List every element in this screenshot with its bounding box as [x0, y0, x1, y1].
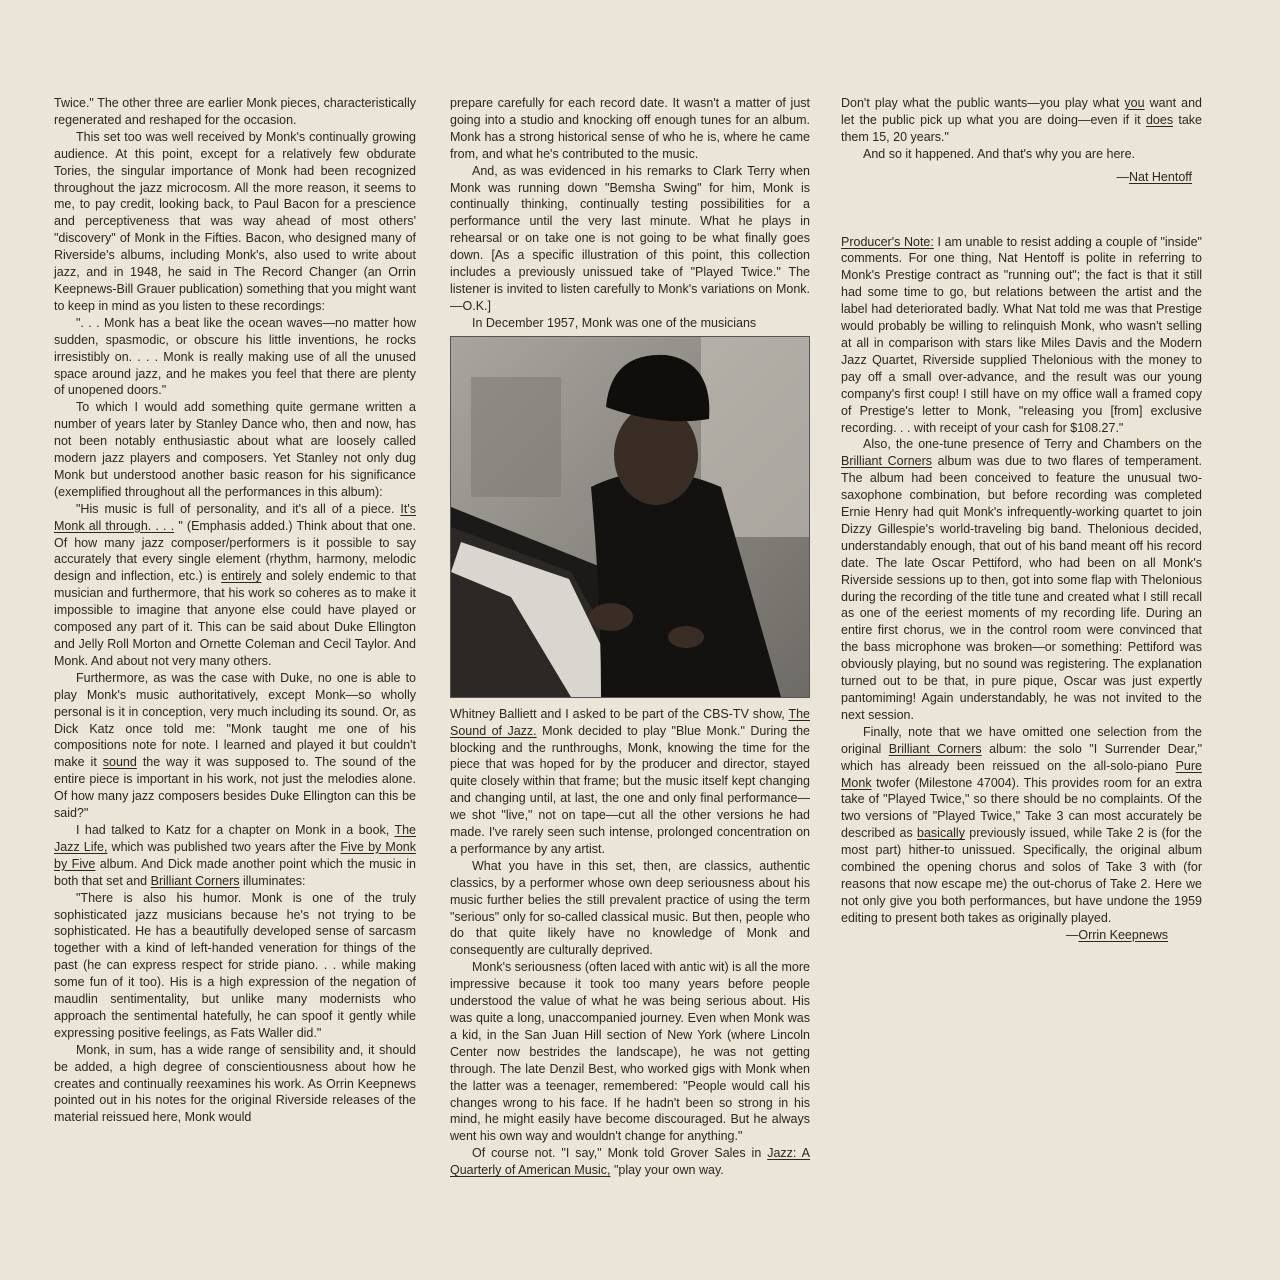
album-title: Brilliant Corners	[150, 873, 240, 888]
album-title: Brilliant Corners	[888, 741, 982, 756]
paragraph: Whitney Balliett and I asked to be part of the CBS-TV show, The Sound of Jazz. Monk decided to play "Blue Monk." During the blocking and the runthroughs, Monk, knowing the time for the piece that was hoped for by the producer and director, stayed quite closely within that frame; but the music itself kept changing and changing until, at last, the one and only final performance—we shot "live," not on tape—cut all the other versions he had made. I've rarely seen such intense, prolonged concentration on a performance by any artist.	[450, 706, 810, 856]
column-left	[54, 95, 416, 1126]
producers-note-heading: Producer's Note:	[841, 234, 934, 249]
paragraph: prepare carefully for each record date. It wasn't a matter of just going into a studio and knocking off enough tunes for an album. Monk has a strong historical sense of who he is, where he came from, and what he's contributed to the music.	[450, 96, 810, 161]
paragraph: Monk's seriousness (often laced with antic wit) is all the more impressive because it took too many years before people understood the value of what he was being serious about. His was quite a long, unaccompanied journey. Even when Monk was a kid, in the San Juan Hill section of New York (where Lincoln Center now bestrides the landscape), he was not getting through. The late Denzil Best, who worked gigs with Monk when the latter was a teenager, remembered: "People would call his changes wrong to his face. If he hadn't been so strong in his mind, he might easily have become discouraged. But he always went his own way and wouldn't change for anything."	[450, 960, 810, 1144]
underlined-word: you	[1124, 96, 1145, 110]
section-gap	[841, 186, 1202, 234]
underlined-word: entirely	[221, 569, 262, 584]
producers-note: Producer's Note: I am unable to resist adding a couple of "inside" comments. For one thing, Nat Hentoff is polite in referring to Monk's Prestige contract as "running out"; the fact is that it still had some time to go, but relations between the artist and the label had deteriorated badly. What Nat told me was that Prestige would probably be willing to relinquish Monk, who wasn't selling at all in comparison with stars like Miles Davis and the Modern Jazz Quartet, Riverside supplied Thelonious with the money to pay off a small over-advance, and the result was our young company's first coup! I still have on my office wall a framed copy of Prestige's letter to Monk, "releasing you [from] exclusive recording. . . with receipt of your cash for $108.27."	[841, 234, 1202, 435]
paragraph: Twice." The other three are earlier Monk pieces, characteristically regenerated and reshaped for the occasion.	[54, 96, 416, 127]
paragraph: This set too was well received by Monk's continually growing audience. At this point, except for a relatively few obdurate Tories, the singular importance of Monk had been recognized throughout the jazz microcosm. All the more reason, it seems to me, to pay credit, looking back, to Paul Bacon for a prescience and perceptiveness that was way ahead of most others' "discovery" of Monk in the Fifties. Bacon, who designed many of Riverside's albums, including Monk's, also used to write about jazz, and in 1948, he said in The Record Changer (an Orrin Keepnews-Bill Grauer publication) something that you might want to keep in mind as you listen to these recordings:	[54, 129, 416, 313]
magazine-title: Jazz: A Quarterly of American Music,	[450, 1146, 810, 1178]
quote-paragraph: ". . . Monk has a beat like the ocean waves—no matter how sudden, spasmodic, or obscure his little inventions, he rocks irresistibly on. . . . Monk is really making use of all the unused space around jazz, and he makes you feel that there are plenty of unopened doors."	[54, 315, 416, 398]
paragraph: Furthermore, as was the case with Duke, no one is able to play Monk's music authoritatively, except Monk—so wholly personal is it in conception, very much including its sound. Or, as Dick Katz once told me: "Monk taught me one of his compositions note for note. I learned and played it but couldn't make it sound the way it was supposed to. The sound of the entire piece is important in his work, not just the melodies alone. Of how many jazz composers besides Duke Ellington can this be said?"	[54, 670, 416, 821]
paragraph: In December 1957, Monk was one of the musicians	[472, 315, 757, 330]
paragraph: Don't play what the public wants—you play what you want and let the public pick up what you are doing—even if it does take them 15, 20 years."	[841, 96, 1203, 144]
photo-illustration	[451, 337, 809, 697]
photo-monk-at-piano	[450, 336, 810, 698]
quote-paragraph: "There is also his humor. Monk is one of the truly sophisticated jazz musicians because he's not trying to be sophisticated. He has a beautifully developed sense of sarcasm together with a kind of left-handed veneration for things of the past (he can express respect for stride piano. . . while making some fun of it too). His is a high expression of the negation of maudlin sentimentality, but unlike many modernists who approach the sentimental hatefully, he can spoof it gently while expressing positive feelings, as Fats Waller did."	[54, 890, 416, 1040]
show-title: The Sound of Jazz.	[450, 706, 810, 738]
paragraph: And, as was evidenced in his remarks to Clark Terry when Monk was running down "Bemsha Swing" for him, Monk is continually thinking, continually testing possibilities for a performance until the very last minute. What he plays in rehearsal or on take one is not going to be what finally goes down. [As a specific illustration of this point, this collection includes a previously unissued take of "Played Twice." The listener is invited to listen carefully to Monk's variations on Monk.—O.K.]	[450, 163, 810, 313]
paragraph: "His music is full of personality, and it's all of a piece. It's Monk all through. . . . " (Emphasis added.) Think about that one. Of how many jazz composer/performers is it possible to say accurately that every single element (rhythm, harmony, melodic design and inflection, etc.) is entirely and solely endemic to that musician and furthermore, that his work so coheres as to make it impossible to imagine that anyone else could have played or composed any part of it. This can be said about Duke Ellington and Jelly Roll Morton and Ornette Coleman and Cecil Taylor. And Monk. And about not very many others.	[54, 501, 417, 668]
underlined-phrase: It's Monk all through. . . .	[54, 501, 416, 533]
paragraph: And so it happened. And that's why you are here.	[863, 146, 1136, 161]
column-middle	[450, 95, 810, 1179]
paragraph: Finally, note that we have omitted one selection from the original Brilliant Corners album: the solo "I Surrender Dear," which has already been reissued on the all-solo-piano Pure Monk twofer (Milestone 47004). This provides room for an extra take of "Played Twice," so there should be no complaints. Of the two versions of "Played Twice," Take 3 can most accurately be described as basically previously issued, while Take 2 is (for the most part) hither-to unissued. Specifically, the original album combined the opening chorus and solos of Take 3 with (for reasons that now escape me) the out-chorus of Take 2. Here we not only give you both performances, but have undone the 1959 editing to present both takes as originally played.	[841, 724, 1203, 925]
paragraph: Monk, in sum, has a wide range of sensibility and, it should be added, a high degree of conscientiousness about how he creates and continually reexamines his work. As Orrin Keepnews pointed out in his notes for the original Riverside releases of the material reissued here, Monk would	[54, 1042, 416, 1125]
column-right	[841, 95, 1202, 944]
signature-orrin-keepnews: —Orrin Keepnews	[1065, 927, 1168, 942]
paragraph: Also, the one-tune presence of Terry and Chambers on the Brilliant Corners album was due to two flares of temperament. The album had been conceived to feature the unusual two-saxophone combination, but before recording was completed Ernie Henry had quit Monk's infrequently-working quartet to join Dizzy Gillespie's world-traveling big band. Thelonious decided, understandably enough, that out of his band meant off his record date. The late Oscar Pettiford, who had been on all Monk's Riverside sessions up to then, got into some flap with Thelonious during the recording of the title tune and created what I still recall as one of the eeriest moments of my recording life. During an entire first chorus, we in the control room were convinced that the bass microphone was broken—or something: Pettiford was obviously playing, but no sound was registering. The explanation turned out to be that, in pure pique, Oscar was just expertly pantomiming! Again understandably, he was not invited to the next session.	[841, 437, 1202, 722]
paragraph: Of course not. "I say," Monk told Grover Sales in Jazz: A Quarterly of American Music, "play your own way.	[450, 1146, 810, 1178]
underlined-word: sound	[102, 755, 137, 770]
underlined-word: does	[1145, 112, 1174, 127]
album-title: Five by Monk by Five	[54, 839, 416, 871]
signature-nat-hentoff: —Nat Hentoff	[1116, 169, 1192, 184]
paragraph: What you have in this set, then, are classics, authentic classics, by a performer whose own deep seriousness about his music further belies the still prevalent practice of using the term "serious" only for so-called classical music. But then, people who do that quite likely have no knowledge of Monk and consequently are culturally deprived.	[450, 858, 810, 958]
album-title: Brilliant Corners	[841, 454, 933, 469]
book-title: The Jazz Life,	[54, 822, 416, 854]
underlined-word: basically	[917, 826, 965, 841]
paragraph: To which I would add something quite germane written a number of years later by Stanley Dance who, then and now, has not been notably enthusiastic about what are loosely called modern jazz players and composers. Yet Stanley not only dug Monk but understood another basic reason for his significance (exemplified throughout all the performances in this album):	[54, 400, 416, 499]
paragraph: I had talked to Katz for a chapter on Monk in a book, The Jazz Life, which was published two years after the Five by Monk by Five album. And Dick made another point which the music in both that set and Brilliant Corners illuminates:	[54, 822, 417, 888]
album-title: Pure Monk	[841, 758, 1202, 790]
